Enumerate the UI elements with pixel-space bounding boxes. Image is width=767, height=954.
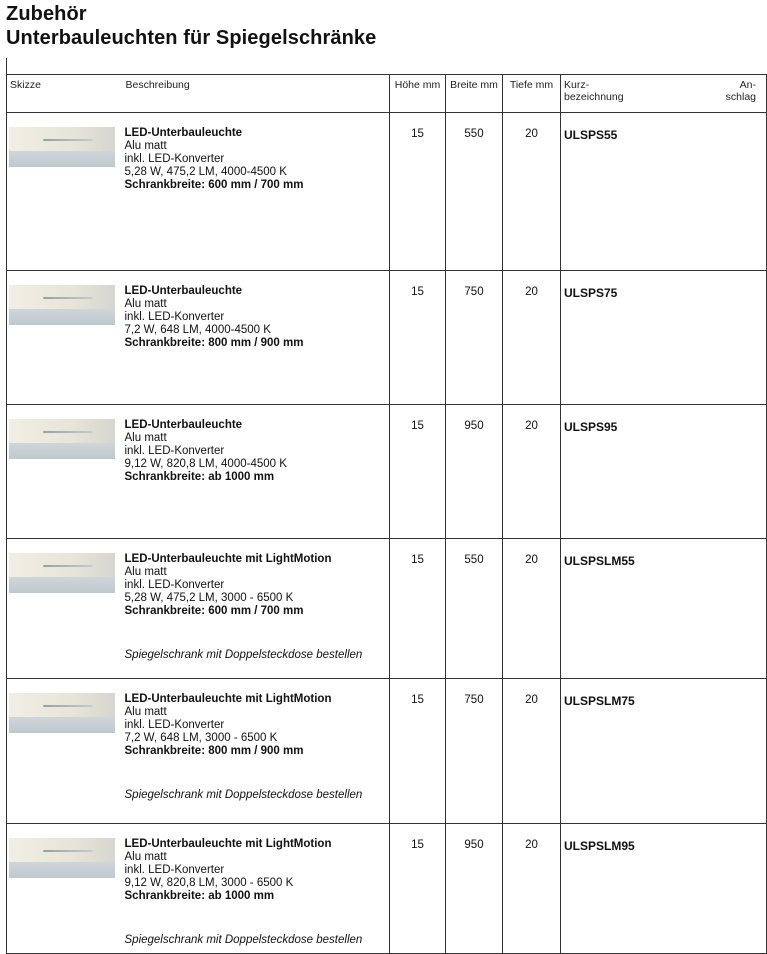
page-title: Zubehör — [6, 3, 87, 25]
page-subtitle: Unterbauleuchten für Spiegelschränke — [6, 27, 377, 49]
cabinet-width: Schrankbreite: 800 mm / 900 mm — [124, 745, 304, 757]
table-row — [7, 679, 767, 824]
tiefe-cell: 20 — [503, 539, 561, 679]
col-header-kurz-line1: Kurz- — [564, 79, 590, 91]
product-code: ULSPS75 — [561, 271, 767, 405]
description-cell — [123, 405, 390, 539]
table-row — [7, 405, 767, 539]
sketch-cell — [7, 679, 123, 824]
breite-cell: 950 — [446, 405, 503, 539]
product-converter: inkl. LED-Konverter — [124, 153, 225, 165]
cabinet-width: Schrankbreite: ab 1000 mm — [124, 471, 275, 483]
hoehe-cell: 15 — [390, 405, 446, 539]
description-cell — [123, 824, 390, 954]
product-table — [6, 74, 767, 954]
product-finish: Alu matt — [124, 432, 167, 444]
cabinet-width: Schrankbreite: ab 1000 mm — [124, 890, 275, 902]
product-converter: inkl. LED-Konverter — [124, 311, 225, 323]
product-code: ULSPSLM55 — [561, 539, 767, 679]
breite-cell: 750 — [446, 271, 503, 405]
product-finish: Alu matt — [124, 566, 167, 578]
product-specs: 5,28 W, 475,2 LM, 4000-4500 K — [124, 166, 287, 178]
description-cell — [123, 113, 390, 271]
col-header-skizze: Skizze — [7, 75, 123, 113]
product-specs: 9,12 W, 820,8 LM, 3000 - 6500 K — [124, 877, 294, 889]
table-row — [7, 824, 767, 954]
product-code: ULSPS55 — [561, 113, 767, 271]
product-finish: Alu matt — [124, 140, 167, 152]
product-title: LED-Unterbauleuchte mit LightMotion — [124, 693, 332, 705]
product-converter: inkl. LED-Konverter — [124, 719, 225, 731]
product-thumbnail — [9, 127, 115, 167]
product-specs: 9,12 W, 820,8 LM, 4000-4500 K — [124, 458, 287, 470]
page-header — [6, 2, 376, 50]
product-finish: Alu matt — [124, 706, 167, 718]
tiefe-cell: 20 — [503, 679, 561, 824]
tiefe-cell: 20 — [503, 113, 561, 271]
col-header-kurzbezeichnung — [561, 75, 767, 113]
product-converter: inkl. LED-Konverter — [124, 579, 225, 591]
table-row — [7, 271, 767, 405]
product-code: ULSPS95 — [561, 405, 767, 539]
breite-cell: 750 — [446, 679, 503, 824]
product-finish: Alu matt — [124, 851, 167, 863]
cabinet-width: Schrankbreite: 800 mm / 900 mm — [124, 337, 304, 349]
breite-cell: 550 — [446, 539, 503, 679]
cabinet-width: Schrankbreite: 600 mm / 700 mm — [124, 179, 304, 191]
product-title: LED-Unterbauleuchte — [124, 127, 243, 139]
hoehe-cell: 15 — [390, 824, 446, 954]
sketch-cell — [7, 271, 123, 405]
col-header-an-line2: schlag — [725, 91, 756, 103]
product-thumbnail — [9, 419, 115, 459]
description-cell — [123, 679, 390, 824]
sketch-cell — [7, 539, 123, 679]
product-specs: 5,28 W, 475,2 LM, 3000 - 6500 K — [124, 592, 294, 604]
table-header-row — [7, 75, 767, 113]
product-converter: inkl. LED-Konverter — [124, 864, 225, 876]
description-cell — [123, 539, 390, 679]
product-code: ULSPSLM95 — [561, 824, 767, 954]
table-row — [7, 113, 767, 271]
col-header-kurz-line2: bezeichnung — [564, 91, 624, 103]
col-header-an-line1: An- — [739, 79, 756, 91]
product-code: ULSPSLM75 — [561, 679, 767, 824]
cabinet-width: Schrankbreite: 600 mm / 700 mm — [124, 605, 304, 617]
tiefe-cell: 20 — [503, 271, 561, 405]
col-header-anschlag — [726, 79, 756, 103]
product-title: LED-Unterbauleuchte — [124, 285, 243, 297]
col-header-tiefe: Tiefe mm — [503, 75, 561, 113]
product-title: LED-Unterbauleuchte mit LightMotion — [124, 553, 332, 565]
product-converter: inkl. LED-Konverter — [124, 445, 225, 457]
breite-cell: 550 — [446, 113, 503, 271]
product-thumbnail — [9, 838, 115, 878]
order-note: Spiegelschrank mit Doppelsteckdose bestellen — [124, 789, 363, 801]
col-header-breite: Breite mm — [446, 75, 503, 113]
tiefe-cell: 20 — [503, 405, 561, 539]
breite-cell: 950 — [446, 824, 503, 954]
hoehe-cell: 15 — [390, 113, 446, 271]
product-title: LED-Unterbauleuchte — [124, 419, 243, 431]
hoehe-cell: 15 — [390, 539, 446, 679]
product-specs: 7,2 W, 648 LM, 4000-4500 K — [124, 324, 271, 336]
hoehe-cell: 15 — [390, 679, 446, 824]
sketch-cell — [7, 824, 123, 954]
hoehe-cell: 15 — [390, 271, 446, 405]
product-thumbnail — [9, 693, 115, 733]
product-specs: 7,2 W, 648 LM, 3000 - 6500 K — [124, 732, 278, 744]
product-finish: Alu matt — [124, 298, 167, 310]
table-row — [7, 539, 767, 679]
sketch-cell — [7, 405, 123, 539]
order-note: Spiegelschrank mit Doppelsteckdose bestellen — [124, 934, 363, 946]
col-header-hoehe: Höhe mm — [390, 75, 446, 113]
product-title: LED-Unterbauleuchte mit LightMotion — [124, 838, 332, 850]
product-thumbnail — [9, 553, 115, 593]
product-thumbnail — [9, 285, 115, 325]
order-note: Spiegelschrank mit Doppelsteckdose bestellen — [124, 649, 363, 661]
col-header-beschreibung: Beschreibung — [123, 75, 390, 113]
tiefe-cell: 20 — [503, 824, 561, 954]
sketch-cell — [7, 113, 123, 271]
description-cell — [123, 271, 390, 405]
